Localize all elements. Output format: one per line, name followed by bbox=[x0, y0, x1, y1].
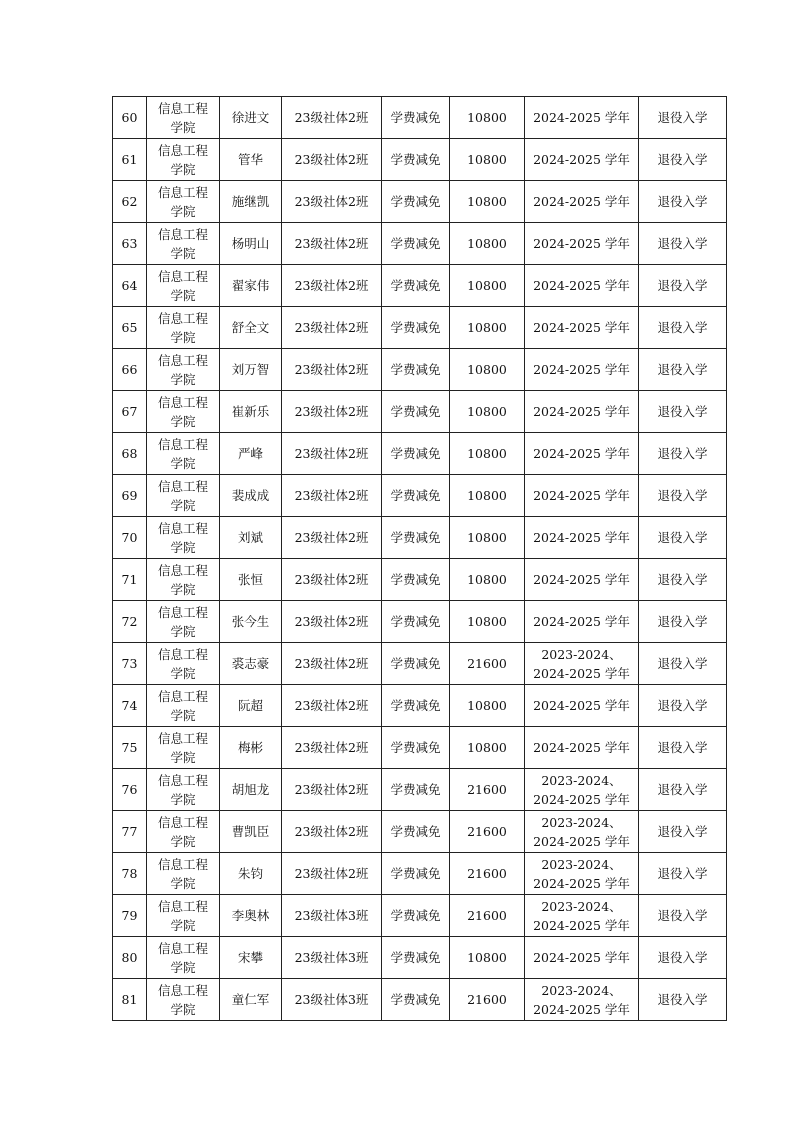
amount-cell: 21600 bbox=[450, 769, 525, 811]
academic-years bbox=[525, 559, 639, 601]
academic-years-line: 2024-2025 学年 bbox=[533, 446, 630, 461]
college-cell-line: 学院 bbox=[170, 287, 196, 303]
reason-cell: 退役入学 bbox=[639, 433, 727, 475]
class-cell: 23级社体2班 bbox=[282, 685, 382, 727]
class-cell: 23级社体2班 bbox=[282, 223, 382, 265]
table-row bbox=[113, 853, 727, 895]
reason-cell: 退役入学 bbox=[639, 769, 727, 811]
academic-years bbox=[525, 517, 639, 559]
row-number: 63 bbox=[113, 223, 147, 265]
student-name: 严峰 bbox=[220, 433, 282, 475]
row-number: 79 bbox=[113, 895, 147, 937]
academic-years-line: 2024-2025 学年 bbox=[533, 110, 630, 125]
class-cell: 23级社体2班 bbox=[282, 97, 382, 139]
table-body bbox=[113, 97, 727, 1021]
table-row bbox=[113, 811, 727, 853]
college-cell bbox=[147, 307, 220, 349]
row-number: 76 bbox=[113, 769, 147, 811]
college-cell-line: 学院 bbox=[170, 875, 196, 891]
amount-cell: 10800 bbox=[450, 727, 525, 769]
class-cell: 23级社体3班 bbox=[282, 895, 382, 937]
academic-years-line: 2024-2025 学年 bbox=[533, 614, 630, 629]
college-cell-line: 学院 bbox=[170, 413, 196, 429]
academic-years bbox=[525, 265, 639, 307]
academic-years bbox=[525, 895, 639, 937]
row-number: 71 bbox=[113, 559, 147, 601]
academic-years-line: 2023-2024、 bbox=[541, 814, 622, 830]
academic-years-line: 2024-2025 学年 bbox=[533, 530, 630, 545]
class-cell: 23级社体2班 bbox=[282, 307, 382, 349]
class-cell: 23级社体2班 bbox=[282, 517, 382, 559]
amount-cell: 10800 bbox=[450, 223, 525, 265]
aid-type: 学费减免 bbox=[382, 769, 450, 811]
class-cell: 23级社体2班 bbox=[282, 853, 382, 895]
reason-cell: 退役入学 bbox=[639, 139, 727, 181]
academic-years-line: 2024-2025 学年 bbox=[533, 488, 630, 503]
student-name: 梅彬 bbox=[220, 727, 282, 769]
college-cell-line: 学院 bbox=[170, 245, 196, 261]
academic-years bbox=[525, 307, 639, 349]
row-number: 60 bbox=[113, 97, 147, 139]
table-row bbox=[113, 139, 727, 181]
row-number: 74 bbox=[113, 685, 147, 727]
academic-years-line: 2024-2025 学年 bbox=[533, 875, 630, 891]
college-cell bbox=[147, 349, 220, 391]
college-cell-line: 信息工程 bbox=[157, 310, 208, 326]
academic-years-line: 2024-2025 学年 bbox=[533, 194, 630, 209]
college-cell-line: 信息工程 bbox=[157, 898, 208, 914]
student-name: 胡旭龙 bbox=[220, 769, 282, 811]
college-cell bbox=[147, 265, 220, 307]
college-cell-line: 学院 bbox=[170, 665, 196, 681]
academic-years bbox=[525, 685, 639, 727]
table-row bbox=[113, 517, 727, 559]
table-row bbox=[113, 265, 727, 307]
college-cell-line: 信息工程 bbox=[157, 814, 208, 830]
row-number: 61 bbox=[113, 139, 147, 181]
college-cell bbox=[147, 895, 220, 937]
academic-years-line: 2024-2025 学年 bbox=[533, 362, 630, 377]
college-cell-line: 学院 bbox=[170, 455, 196, 471]
aid-type: 学费减免 bbox=[382, 139, 450, 181]
college-cell-line: 信息工程 bbox=[157, 394, 208, 410]
row-number: 62 bbox=[113, 181, 147, 223]
row-number: 70 bbox=[113, 517, 147, 559]
reason-cell: 退役入学 bbox=[639, 181, 727, 223]
amount-cell: 10800 bbox=[450, 181, 525, 223]
college-cell-line: 信息工程 bbox=[157, 688, 208, 704]
class-cell: 23级社体3班 bbox=[282, 979, 382, 1021]
college-cell-line: 信息工程 bbox=[157, 982, 208, 998]
student-name: 曹凯臣 bbox=[220, 811, 282, 853]
row-number: 73 bbox=[113, 643, 147, 685]
student-name: 张恒 bbox=[220, 559, 282, 601]
college-cell-line: 学院 bbox=[170, 749, 196, 765]
row-number: 78 bbox=[113, 853, 147, 895]
academic-years-line: 2024-2025 学年 bbox=[533, 1001, 630, 1017]
student-name: 翟家伟 bbox=[220, 265, 282, 307]
aid-type: 学费减免 bbox=[382, 601, 450, 643]
aid-type: 学费减免 bbox=[382, 265, 450, 307]
academic-years-line: 2023-2024、 bbox=[541, 646, 622, 662]
academic-years bbox=[525, 811, 639, 853]
college-cell bbox=[147, 475, 220, 517]
row-number: 72 bbox=[113, 601, 147, 643]
row-number: 66 bbox=[113, 349, 147, 391]
reason-cell: 退役入学 bbox=[639, 979, 727, 1021]
academic-years bbox=[525, 979, 639, 1021]
academic-years-line: 2024-2025 学年 bbox=[533, 572, 630, 587]
class-cell: 23级社体2班 bbox=[282, 811, 382, 853]
amount-cell: 10800 bbox=[450, 685, 525, 727]
college-cell-line: 信息工程 bbox=[157, 646, 208, 662]
academic-years-line: 2024-2025 学年 bbox=[533, 698, 630, 713]
college-cell-line: 信息工程 bbox=[157, 142, 208, 158]
college-cell-line: 信息工程 bbox=[157, 478, 208, 494]
student-name: 张今生 bbox=[220, 601, 282, 643]
aid-type: 学费减免 bbox=[382, 433, 450, 475]
table-row bbox=[113, 307, 727, 349]
row-number: 69 bbox=[113, 475, 147, 517]
record-table bbox=[112, 96, 727, 1021]
academic-years-line: 2024-2025 学年 bbox=[533, 236, 630, 251]
academic-years bbox=[525, 349, 639, 391]
class-cell: 23级社体2班 bbox=[282, 265, 382, 307]
amount-cell: 10800 bbox=[450, 475, 525, 517]
reason-cell: 退役入学 bbox=[639, 475, 727, 517]
college-cell-line: 学院 bbox=[170, 497, 196, 513]
table-row bbox=[113, 769, 727, 811]
amount-cell: 21600 bbox=[450, 979, 525, 1021]
row-number: 75 bbox=[113, 727, 147, 769]
college-cell-line: 学院 bbox=[170, 581, 196, 597]
reason-cell: 退役入学 bbox=[639, 349, 727, 391]
student-name: 施继凯 bbox=[220, 181, 282, 223]
academic-years bbox=[525, 643, 639, 685]
college-cell-line: 信息工程 bbox=[157, 562, 208, 578]
reason-cell: 退役入学 bbox=[639, 727, 727, 769]
academic-years bbox=[525, 391, 639, 433]
class-cell: 23级社体2班 bbox=[282, 601, 382, 643]
student-name: 崔新乐 bbox=[220, 391, 282, 433]
college-cell bbox=[147, 979, 220, 1021]
college-cell-line: 信息工程 bbox=[157, 436, 208, 452]
reason-cell: 退役入学 bbox=[639, 895, 727, 937]
college-cell bbox=[147, 937, 220, 979]
reason-cell: 退役入学 bbox=[639, 643, 727, 685]
table-row bbox=[113, 601, 727, 643]
college-cell-line: 信息工程 bbox=[157, 856, 208, 872]
class-cell: 23级社体3班 bbox=[282, 937, 382, 979]
amount-cell: 10800 bbox=[450, 349, 525, 391]
table-row bbox=[113, 181, 727, 223]
aid-type: 学费减免 bbox=[382, 181, 450, 223]
college-cell-line: 信息工程 bbox=[157, 226, 208, 242]
reason-cell: 退役入学 bbox=[639, 391, 727, 433]
row-number: 65 bbox=[113, 307, 147, 349]
reason-cell: 退役入学 bbox=[639, 517, 727, 559]
reason-cell: 退役入学 bbox=[639, 223, 727, 265]
aid-type: 学费减免 bbox=[382, 97, 450, 139]
aid-type: 学费减免 bbox=[382, 811, 450, 853]
college-cell-line: 信息工程 bbox=[157, 940, 208, 956]
college-cell-line: 学院 bbox=[170, 1001, 196, 1017]
academic-years-line: 2024-2025 学年 bbox=[533, 152, 630, 167]
reason-cell: 退役入学 bbox=[639, 601, 727, 643]
college-cell bbox=[147, 517, 220, 559]
class-cell: 23级社体2班 bbox=[282, 643, 382, 685]
student-name: 刘万智 bbox=[220, 349, 282, 391]
table-row bbox=[113, 895, 727, 937]
college-cell bbox=[147, 853, 220, 895]
row-number: 68 bbox=[113, 433, 147, 475]
class-cell: 23级社体2班 bbox=[282, 727, 382, 769]
academic-years bbox=[525, 223, 639, 265]
college-cell-line: 学院 bbox=[170, 917, 196, 933]
reason-cell: 退役入学 bbox=[639, 937, 727, 979]
table-row bbox=[113, 433, 727, 475]
academic-years-line: 2024-2025 学年 bbox=[533, 740, 630, 755]
amount-cell: 10800 bbox=[450, 307, 525, 349]
college-cell bbox=[147, 811, 220, 853]
college-cell-line: 学院 bbox=[170, 329, 196, 345]
amount-cell: 21600 bbox=[450, 895, 525, 937]
academic-years-line: 2024-2025 学年 bbox=[533, 665, 630, 681]
academic-years-line: 2023-2024、 bbox=[541, 772, 622, 788]
college-cell-line: 信息工程 bbox=[157, 100, 208, 116]
reason-cell: 退役入学 bbox=[639, 97, 727, 139]
row-number: 77 bbox=[113, 811, 147, 853]
academic-years-line: 2024-2025 学年 bbox=[533, 833, 630, 849]
college-cell-line: 学院 bbox=[170, 707, 196, 723]
college-cell-line: 信息工程 bbox=[157, 352, 208, 368]
college-cell bbox=[147, 559, 220, 601]
college-cell-line: 信息工程 bbox=[157, 520, 208, 536]
academic-years bbox=[525, 769, 639, 811]
class-cell: 23级社体2班 bbox=[282, 181, 382, 223]
college-cell bbox=[147, 433, 220, 475]
reason-cell: 退役入学 bbox=[639, 811, 727, 853]
academic-years bbox=[525, 727, 639, 769]
class-cell: 23级社体2班 bbox=[282, 559, 382, 601]
college-cell bbox=[147, 139, 220, 181]
aid-type: 学费减免 bbox=[382, 643, 450, 685]
college-cell-line: 信息工程 bbox=[157, 184, 208, 200]
aid-type: 学费减免 bbox=[382, 895, 450, 937]
table-row bbox=[113, 979, 727, 1021]
academic-years-line: 2024-2025 学年 bbox=[533, 320, 630, 335]
college-cell-line: 信息工程 bbox=[157, 730, 208, 746]
aid-type: 学费减免 bbox=[382, 391, 450, 433]
table-row bbox=[113, 685, 727, 727]
row-number: 81 bbox=[113, 979, 147, 1021]
student-name: 舒全文 bbox=[220, 307, 282, 349]
row-number: 67 bbox=[113, 391, 147, 433]
academic-years-line: 2024-2025 学年 bbox=[533, 950, 630, 965]
college-cell-line: 学院 bbox=[170, 203, 196, 219]
reason-cell: 退役入学 bbox=[639, 265, 727, 307]
student-name: 朱钧 bbox=[220, 853, 282, 895]
academic-years-line: 2023-2024、 bbox=[541, 898, 622, 914]
table-row bbox=[113, 391, 727, 433]
amount-cell: 10800 bbox=[450, 265, 525, 307]
class-cell: 23级社体2班 bbox=[282, 391, 382, 433]
amount-cell: 21600 bbox=[450, 643, 525, 685]
student-name: 宋攀 bbox=[220, 937, 282, 979]
table-row bbox=[113, 349, 727, 391]
student-name: 刘斌 bbox=[220, 517, 282, 559]
row-number: 80 bbox=[113, 937, 147, 979]
student-name: 童仁军 bbox=[220, 979, 282, 1021]
reason-cell: 退役入学 bbox=[639, 559, 727, 601]
college-cell-line: 学院 bbox=[170, 119, 196, 135]
academic-years bbox=[525, 139, 639, 181]
college-cell bbox=[147, 601, 220, 643]
reason-cell: 退役入学 bbox=[639, 307, 727, 349]
aid-type: 学费减免 bbox=[382, 979, 450, 1021]
college-cell-line: 学院 bbox=[170, 833, 196, 849]
college-cell-line: 信息工程 bbox=[157, 772, 208, 788]
table-row bbox=[113, 559, 727, 601]
college-cell bbox=[147, 769, 220, 811]
amount-cell: 10800 bbox=[450, 601, 525, 643]
student-name: 徐进文 bbox=[220, 97, 282, 139]
reason-cell: 退役入学 bbox=[639, 685, 727, 727]
class-cell: 23级社体2班 bbox=[282, 475, 382, 517]
academic-years bbox=[525, 97, 639, 139]
academic-years-line: 2024-2025 学年 bbox=[533, 917, 630, 933]
table-row bbox=[113, 727, 727, 769]
academic-years bbox=[525, 853, 639, 895]
college-cell-line: 学院 bbox=[170, 539, 196, 555]
table-row bbox=[113, 97, 727, 139]
college-cell-line: 学院 bbox=[170, 161, 196, 177]
student-name: 阮超 bbox=[220, 685, 282, 727]
academic-years-line: 2024-2025 学年 bbox=[533, 791, 630, 807]
class-cell: 23级社体2班 bbox=[282, 349, 382, 391]
college-cell bbox=[147, 727, 220, 769]
college-cell-line: 信息工程 bbox=[157, 604, 208, 620]
class-cell: 23级社体2班 bbox=[282, 139, 382, 181]
aid-type: 学费减免 bbox=[382, 685, 450, 727]
student-name: 裘志豪 bbox=[220, 643, 282, 685]
college-cell bbox=[147, 181, 220, 223]
table-row bbox=[113, 223, 727, 265]
student-name: 管华 bbox=[220, 139, 282, 181]
amount-cell: 10800 bbox=[450, 97, 525, 139]
amount-cell: 10800 bbox=[450, 937, 525, 979]
class-cell: 23级社体2班 bbox=[282, 433, 382, 475]
college-cell-line: 学院 bbox=[170, 959, 196, 975]
aid-type: 学费减免 bbox=[382, 223, 450, 265]
student-name: 裴成成 bbox=[220, 475, 282, 517]
academic-years bbox=[525, 937, 639, 979]
student-name: 杨明山 bbox=[220, 223, 282, 265]
college-cell-line: 学院 bbox=[170, 623, 196, 639]
amount-cell: 10800 bbox=[450, 433, 525, 475]
aid-type: 学费减免 bbox=[382, 727, 450, 769]
academic-years bbox=[525, 601, 639, 643]
academic-years bbox=[525, 475, 639, 517]
college-cell-line: 学院 bbox=[170, 791, 196, 807]
academic-years-line: 2024-2025 学年 bbox=[533, 278, 630, 293]
table-row bbox=[113, 475, 727, 517]
college-cell bbox=[147, 685, 220, 727]
academic-years-line: 2023-2024、 bbox=[541, 982, 622, 998]
amount-cell: 21600 bbox=[450, 811, 525, 853]
college-cell-line: 信息工程 bbox=[157, 268, 208, 284]
aid-type: 学费减免 bbox=[382, 853, 450, 895]
academic-years bbox=[525, 181, 639, 223]
college-cell bbox=[147, 97, 220, 139]
aid-type: 学费减免 bbox=[382, 559, 450, 601]
aid-type: 学费减免 bbox=[382, 475, 450, 517]
amount-cell: 10800 bbox=[450, 559, 525, 601]
academic-years-line: 2023-2024、 bbox=[541, 856, 622, 872]
amount-cell: 10800 bbox=[450, 517, 525, 559]
aid-type: 学费减免 bbox=[382, 307, 450, 349]
reason-cell: 退役入学 bbox=[639, 853, 727, 895]
amount-cell: 10800 bbox=[450, 391, 525, 433]
row-number: 64 bbox=[113, 265, 147, 307]
college-cell-line: 学院 bbox=[170, 371, 196, 387]
academic-years bbox=[525, 433, 639, 475]
aid-type: 学费减免 bbox=[382, 517, 450, 559]
table-row bbox=[113, 643, 727, 685]
amount-cell: 10800 bbox=[450, 139, 525, 181]
academic-years-line: 2024-2025 学年 bbox=[533, 404, 630, 419]
college-cell bbox=[147, 391, 220, 433]
college-cell bbox=[147, 223, 220, 265]
amount-cell: 21600 bbox=[450, 853, 525, 895]
class-cell: 23级社体2班 bbox=[282, 769, 382, 811]
student-name: 李奥林 bbox=[220, 895, 282, 937]
table-row bbox=[113, 937, 727, 979]
college-cell bbox=[147, 643, 220, 685]
aid-type: 学费减免 bbox=[382, 349, 450, 391]
aid-type: 学费减免 bbox=[382, 937, 450, 979]
